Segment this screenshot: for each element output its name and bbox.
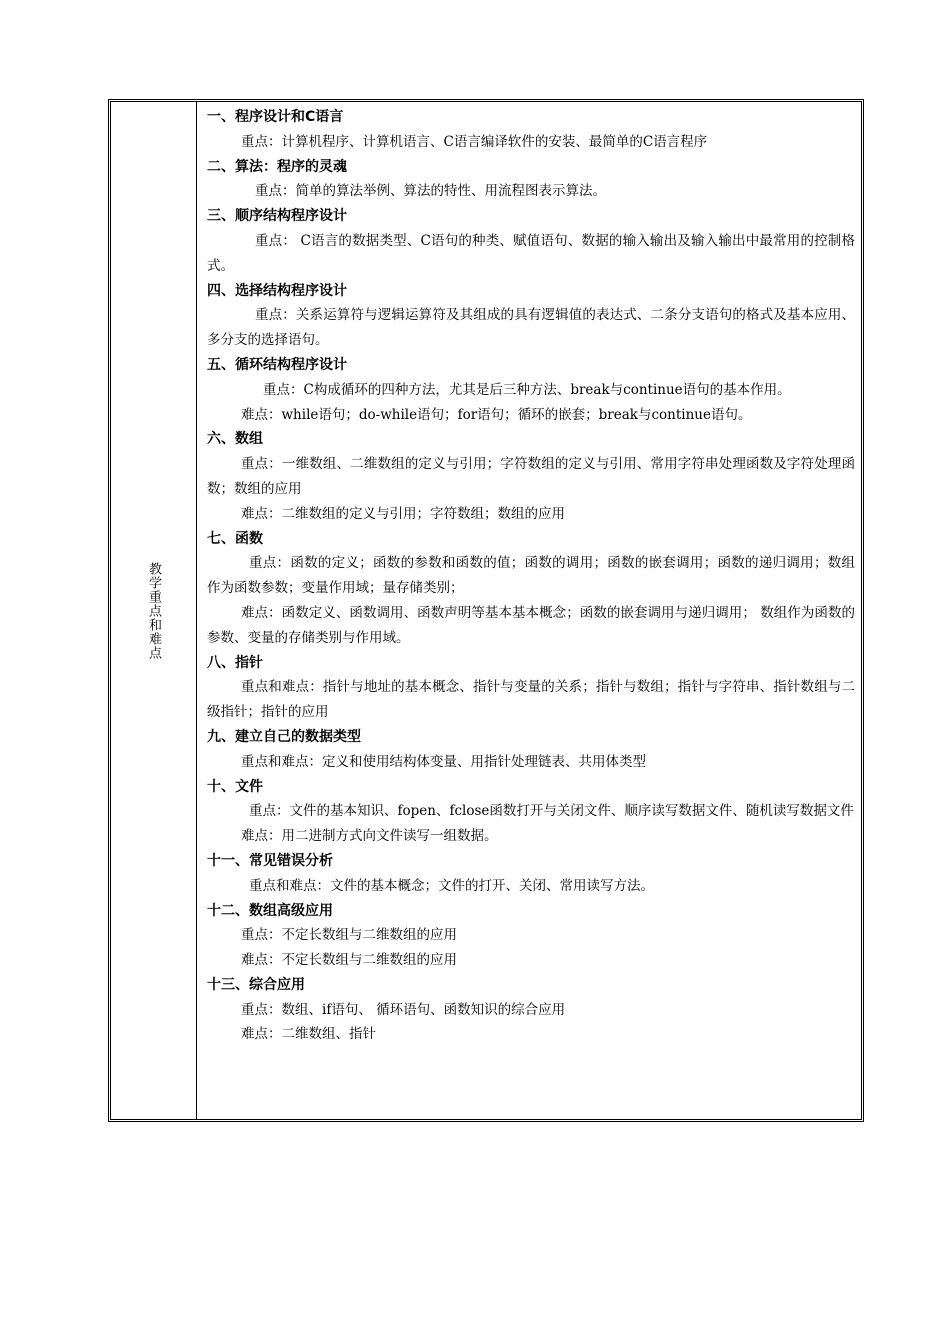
section-line: 重点：函数的定义；函数的参数和函数的值；函数的调用；函数的嵌套调用；函数的递归调用；数组作为函数参数；变量作用域；量存储类别； bbox=[207, 555, 855, 597]
row-label-cell bbox=[111, 102, 197, 1119]
section-11 bbox=[207, 849, 855, 899]
section-heading: 十、文件 bbox=[207, 778, 263, 795]
section-line: 重点：不定长数组与二维数组的应用 bbox=[241, 927, 457, 944]
section-8 bbox=[207, 651, 855, 725]
section-line: 重点：一维数组、二维数组的定义与引用；字符数组的定义与引用、常用字符串处理函数及字符处理函数；数组的应用 bbox=[207, 456, 855, 497]
section-3 bbox=[207, 204, 855, 278]
section-line: 重点：关系运算符与逻辑运算符及其组成的具有逻辑值的表达式、二条分支语句的格式及基本应用、多分支的选择语句。 bbox=[207, 307, 855, 349]
section-line: 重点：简单的算法举例、算法的特性、用流程图表示算法。 bbox=[255, 183, 606, 200]
section-heading: 六、数组 bbox=[207, 431, 263, 448]
section-12 bbox=[207, 899, 855, 973]
section-5 bbox=[207, 353, 855, 427]
section-heading: 十二、数组高级应用 bbox=[207, 902, 333, 919]
section-line: 难点：二维数组、指针 bbox=[241, 1026, 376, 1043]
section-heading: 二、算法：程序的灵魂 bbox=[207, 158, 347, 175]
section-line: 重点：文件的基本知识、fopen、fclose函数打开与关闭文件、顺序读写数据文件、随机读写数据文件 bbox=[249, 803, 854, 820]
section-heading: 九、建立自己的数据类型 bbox=[207, 728, 361, 745]
section-heading: 一、程序设计和C语言 bbox=[207, 109, 344, 125]
section-line: 重点和难点：定义和使用结构体变量、用指针处理链表、共用体类型 bbox=[241, 753, 646, 770]
section-9 bbox=[207, 725, 855, 775]
section-6 bbox=[207, 427, 855, 526]
section-13 bbox=[207, 973, 855, 1047]
section-line: 重点和难点：文件的基本概念；文件的打开、关闭、常用读写方法。 bbox=[249, 877, 654, 894]
section-line: 难点：函数定义、函数调用、函数声明等基本基本概念；函数的嵌套调用与递归调用； 数组作为函数的参数、变量的存储类别与作用域。 bbox=[207, 604, 855, 646]
section-heading: 十一、常见错误分析 bbox=[207, 852, 333, 869]
section-10 bbox=[207, 775, 855, 849]
section-heading: 八、指针 bbox=[207, 654, 263, 671]
section-heading: 十三、综合应用 bbox=[207, 976, 305, 993]
section-line: 难点：不定长数组与二维数组的应用 bbox=[241, 952, 457, 969]
section-4 bbox=[207, 279, 855, 353]
section-line: 难点：用二进制方式向文件读写一组数据。 bbox=[241, 828, 498, 845]
row-label: 教学重点和难点 bbox=[146, 561, 161, 660]
section-7 bbox=[207, 527, 855, 651]
section-line: 重点：C构成循环的四种方法，尤其是后三种方法、break与continue语句的基本作用。 bbox=[263, 381, 791, 398]
section-heading: 五、循环结构程序设计 bbox=[207, 356, 347, 373]
section-line: 难点：while语句；do-while语句；for语句；循环的嵌套；break与continue语句。 bbox=[241, 406, 752, 423]
section-line: 难点：二维数组的定义与引用；字符数组；数组的应用 bbox=[241, 505, 565, 522]
section-line: 重点：数组、if语句、 循环语句、函数知识的综合应用 bbox=[241, 1001, 566, 1018]
content-cell bbox=[197, 102, 861, 1119]
curriculum-table bbox=[108, 99, 864, 1122]
section-heading: 三、顺序结构程序设计 bbox=[207, 208, 347, 225]
section-line: 重点和难点：指针与地址的基本概念、指针与变量的关系；指针与数组；指针与字符串、指针数组与二级指针；指针的应用 bbox=[207, 679, 855, 721]
section-line: 重点：计算机程序、计算机语言、C语言编译软件的安装、最简单的C语言程序 bbox=[241, 133, 708, 150]
section-line: 重点： C语言的数据类型、C语句的种类、赋值语句、数据的输入输出及输入输出中最常用的控制格式。 bbox=[207, 232, 855, 274]
section-heading: 四、选择结构程序设计 bbox=[207, 282, 347, 299]
section-2 bbox=[207, 155, 855, 205]
section-heading: 七、函数 bbox=[207, 530, 263, 547]
section-1 bbox=[207, 105, 855, 155]
